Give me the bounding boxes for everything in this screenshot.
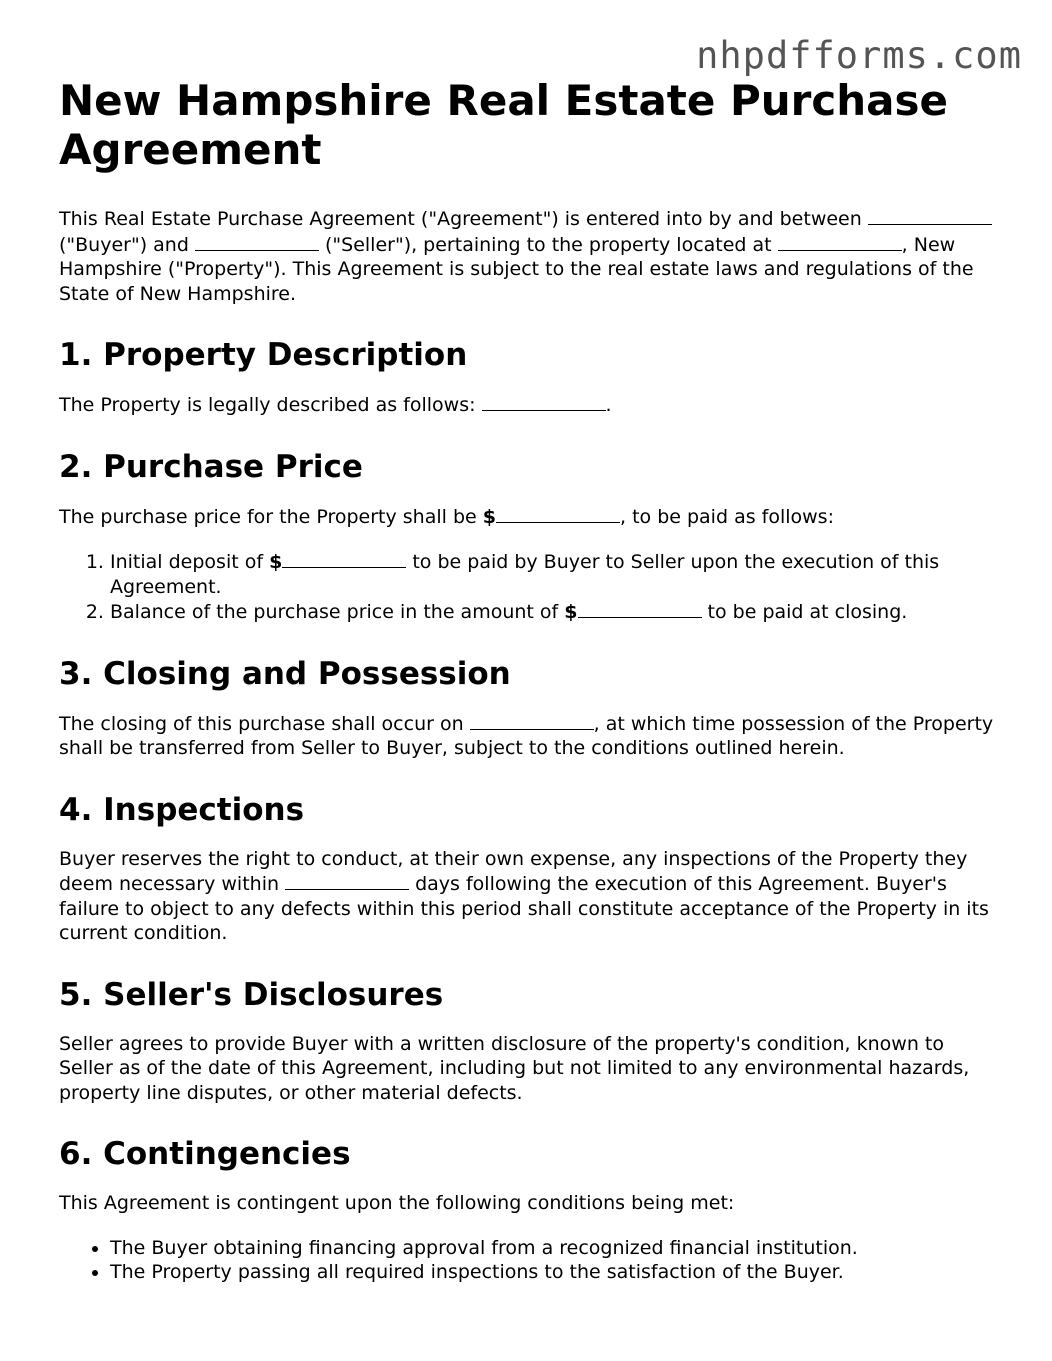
deposit-text: Initial deposit of <box>110 551 270 573</box>
purchase-price-text-end: , to be paid as follows: <box>620 505 834 528</box>
section-heading-closing: 3. Closing and Possession <box>59 655 511 692</box>
seller-name-blank[interactable] <box>195 232 319 251</box>
balance-amount-blank[interactable] <box>578 599 702 618</box>
balance-text-end: to be paid at closing. <box>701 601 908 623</box>
disclosures-paragraph: Seller agrees to provide Buyer with a written disclosure of the property's condition, known to Seller as of the date of this Agreement, including but not limited to any environmental hazards, property line disputes, or other material defects. <box>59 1032 970 1104</box>
balance-text: Balance of the purchase price in the amount of <box>110 601 565 623</box>
purchase-price-blank[interactable] <box>496 504 620 523</box>
document-title: New Hampshire Real Estate Purchase Agreement <box>59 76 948 174</box>
inspections-text-end: days following the execution of this Agreement. Buyer's failure to object to any defects within this period shall constitute acceptance of the Property in its current condition. <box>59 873 989 944</box>
inspections-paragraph <box>59 847 999 946</box>
deposit-text-end: to be paid by Buyer to Seller upon the execution of this Agreement. <box>110 551 940 598</box>
purchase-price-text: The purchase price for the Property shall be <box>59 505 483 528</box>
legal-description-blank[interactable] <box>482 392 606 411</box>
section-heading-inspections: 4. Inspections <box>59 791 305 828</box>
intro-text-3: ("Seller"), pertaining to the property located at <box>318 233 778 256</box>
closing-paragraph <box>59 711 999 761</box>
closing-text: The closing of this purchase shall occur on <box>59 712 470 735</box>
inspection-days-blank[interactable] <box>285 871 409 890</box>
payment-terms-list <box>59 549 999 625</box>
closing-date-blank[interactable] <box>470 711 594 730</box>
contingencies-paragraph: This Agreement is contingent upon the following conditions being met: <box>59 1192 735 1214</box>
closing-text-end: , at which time possession of the Property shall be transferred from Seller to Buyer, subject to the conditions outlined herein. <box>59 712 994 759</box>
section-heading-property-description: 1. Property Description <box>59 337 468 373</box>
intro-text-2: ("Buyer") and <box>59 233 195 256</box>
section-heading-contingencies: 6. Contingencies <box>59 1136 351 1172</box>
property-location-blank[interactable] <box>778 232 902 251</box>
intro-paragraph <box>59 206 999 306</box>
list-item: • The Buyer obtaining financing approval from a recognized financial institution. <box>110 1236 999 1261</box>
inspections-text: Buyer reserves the right to conduct, at their own expense, any inspections of the Property they deem necessary within <box>59 847 968 895</box>
contingencies-list <box>59 1236 999 1285</box>
section-heading-purchase-price: 2. Purchase Price <box>59 448 363 485</box>
list-item <box>110 599 999 625</box>
list-item <box>110 549 999 599</box>
currency-symbol: $ <box>564 601 578 623</box>
watermark-text: nhpdfforms.com <box>696 34 1022 77</box>
document-page <box>59 76 999 1285</box>
property-description-paragraph <box>59 392 999 418</box>
intro-text-1: This Real Estate Purchase Agreement ("Agreement") is entered into by and between <box>59 208 862 230</box>
list-item: • The Property passing all required inspections to the satisfaction of the Buyer. <box>110 1260 999 1285</box>
section-heading-disclosures: 5. Seller's Disclosures <box>59 976 444 1013</box>
initial-deposit-blank[interactable] <box>282 549 406 568</box>
buyer-name-blank[interactable] <box>868 206 992 225</box>
intro-text-4: , New Hampshire ("Property"). This Agreement is subject to the real estate laws and regulations of the State of New Hampshire. <box>59 233 974 305</box>
purchase-price-paragraph <box>59 504 999 530</box>
currency-symbol: $ <box>482 505 496 528</box>
property-description-end: . <box>605 394 612 416</box>
currency-symbol: $ <box>269 551 283 573</box>
property-description-text: The Property is legally described as follows: <box>59 394 482 416</box>
